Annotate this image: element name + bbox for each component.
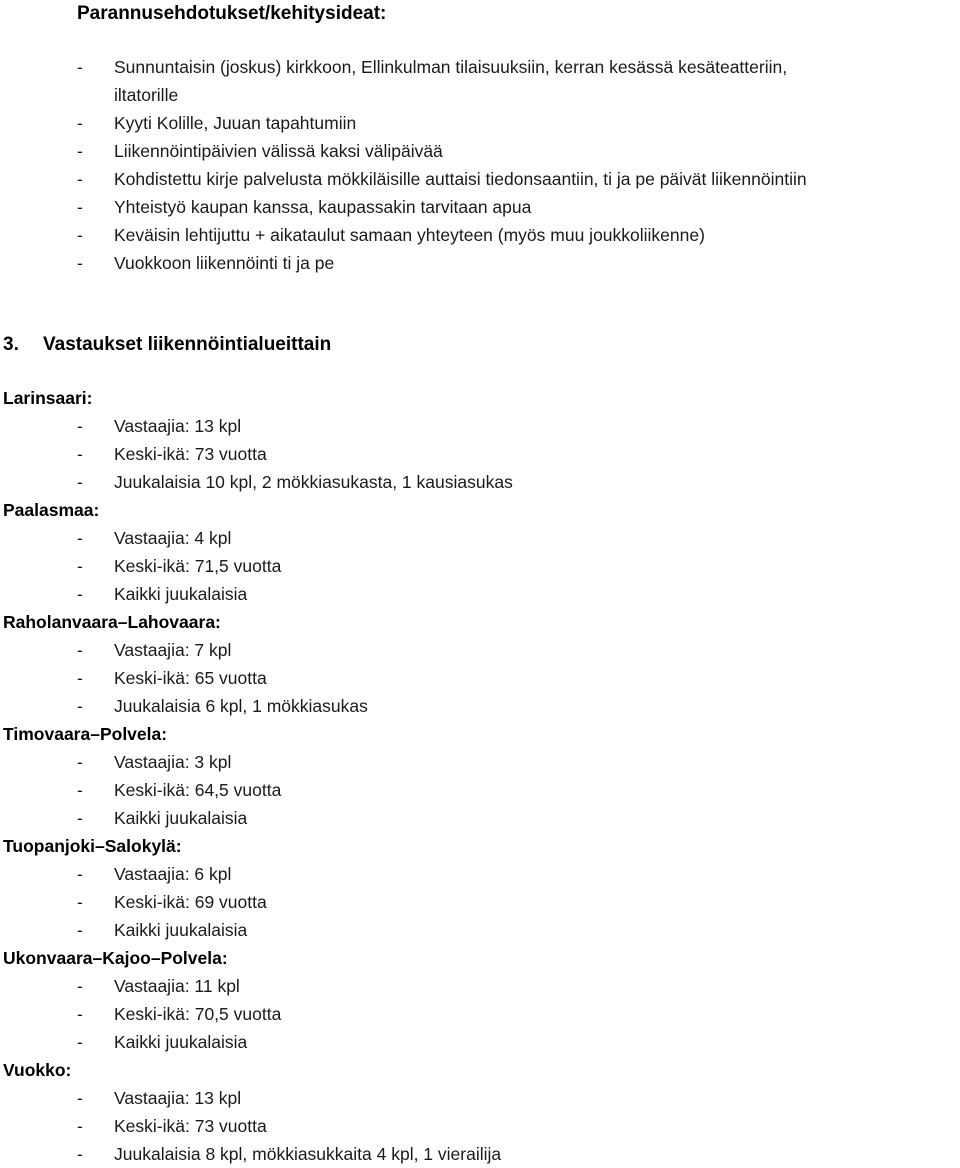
region-list <box>3 412 953 496</box>
list-item: - Yhteistyö kaupan kanssa, kaupassakin tarvitaan apua <box>77 193 807 221</box>
bullet-dash: - <box>77 752 83 772</box>
list-item: - Kaikki juukalaisia <box>77 1028 953 1056</box>
region-list <box>3 972 953 1056</box>
list-item: - Vastaajia: 4 kpl <box>77 524 953 552</box>
bullet-dash: - <box>77 1004 83 1024</box>
list-item: - Vastaajia: 3 kpl <box>77 748 953 776</box>
list-item: - Juukalaisia 10 kpl, 2 mökkiasukasta, 1 kausiasukas <box>77 468 953 496</box>
region-title: Tuopanjoki–Salokylä: <box>3 836 182 856</box>
regions-container <box>3 384 953 1168</box>
region-list <box>3 860 953 944</box>
list-item: - Keski-ikä: 69 vuotta <box>77 888 953 916</box>
bullet-dash: - <box>77 1144 83 1164</box>
list-item: - Kaikki juukalaisia <box>77 580 953 608</box>
list-item: - Keski-ikä: 70,5 vuotta <box>77 1000 953 1028</box>
list-item: - Juukalaisia 6 kpl, 1 mökkiasukas <box>77 692 953 720</box>
region-title: Ukonvaara–Kajoo–Polvela: <box>3 948 228 968</box>
region-block <box>3 384 953 496</box>
bullet-dash: - <box>77 556 83 576</box>
bullet-dash: - <box>77 640 83 660</box>
region-block <box>3 944 953 1056</box>
region-list <box>3 636 953 720</box>
list-item: - Liikennöintipäivien välissä kaksi välipäivää <box>77 137 807 165</box>
bullet-dash: - <box>77 920 83 940</box>
bullet-dash: - <box>77 584 83 604</box>
list-item: - Juukalaisia 8 kpl, mökkiasukkaita 4 kpl, 1 vierailija <box>77 1140 953 1168</box>
bullet-dash: - <box>77 1032 83 1052</box>
list-item: - Vastaajia: 6 kpl <box>77 860 953 888</box>
bullet-dash: - <box>77 416 83 436</box>
list-item: - Vastaajia: 7 kpl <box>77 636 953 664</box>
bullet-dash: - <box>77 253 83 273</box>
improvements-list <box>77 53 807 277</box>
section-title: Vastaukset liikennöintialueittain <box>43 334 332 355</box>
list-item: - Kohdistettu kirje palvelusta mökkiläisille auttaisi tiedonsaantiin, ti ja pe päivät liikennöintiin <box>77 165 807 193</box>
bullet-dash: - <box>77 113 83 133</box>
list-item: - Keski-ikä: 73 vuotta <box>77 440 953 468</box>
list-item: - Keski-ikä: 64,5 vuotta <box>77 776 953 804</box>
bullet-dash: - <box>77 197 83 217</box>
list-item: - Sunnuntaisin (joskus) kirkkoon, Ellinkulman tilaisuuksiin, kerran kesässä kesäteatteriin, <box>77 53 807 81</box>
list-item: - Kyyti Kolille, Juuan tapahtumiin <box>77 109 807 137</box>
bullet-dash: - <box>77 808 83 828</box>
region-title: Vuokko: <box>3 1060 72 1080</box>
region-block <box>3 1056 953 1168</box>
section-heading <box>3 333 331 357</box>
bullet-dash: - <box>77 472 83 492</box>
bullet-dash: - <box>77 57 83 77</box>
list-item: - Vastaajia: 13 kpl <box>77 412 953 440</box>
bullet-dash: - <box>77 1116 83 1136</box>
list-item-continuation: iltatorille <box>114 85 179 105</box>
list-item: - Vastaajia: 13 kpl <box>77 1084 953 1112</box>
bullet-dash: - <box>77 696 83 716</box>
bullet-dash: - <box>77 976 83 996</box>
list-item: - Keski-ikä: 73 vuotta <box>77 1112 953 1140</box>
region-list <box>3 748 953 832</box>
region-title: Larinsaari: <box>3 388 93 408</box>
region-list <box>3 1084 953 1168</box>
list-item: - Kaikki juukalaisia <box>77 916 953 944</box>
bullet-dash: - <box>77 141 83 161</box>
region-title: Paalasmaa: <box>3 500 100 520</box>
bullet-dash: - <box>77 444 83 464</box>
improvements-heading: Parannusehdotukset/kehitysideat: <box>77 3 387 24</box>
list-item: - Keväisin lehtijuttu + aikataulut samaan yhteyteen (myös muu joukkoliikenne) <box>77 221 807 249</box>
list-item: - Keski-ikä: 65 vuotta <box>77 664 953 692</box>
bullet-dash: - <box>77 864 83 884</box>
region-block <box>3 496 953 608</box>
list-item: - Vastaajia: 11 kpl <box>77 972 953 1000</box>
bullet-dash: - <box>77 892 83 912</box>
region-title: Timovaara–Polvela: <box>3 724 168 744</box>
bullet-dash: - <box>77 668 83 688</box>
bullet-dash: - <box>77 528 83 548</box>
list-item: - Vuokkoon liikennöinti ti ja pe <box>77 249 807 277</box>
region-block <box>3 608 953 720</box>
list-item: - Kaikki juukalaisia <box>77 804 953 832</box>
region-title: Raholanvaara–Lahovaara: <box>3 612 221 632</box>
region-block <box>3 832 953 944</box>
list-item: - Keski-ikä: 71,5 vuotta <box>77 552 953 580</box>
region-block <box>3 720 953 832</box>
bullet-dash: - <box>77 169 83 189</box>
bullet-dash: - <box>77 1088 83 1108</box>
bullet-dash: - <box>77 225 83 245</box>
section-number: 3. <box>3 334 19 355</box>
region-list <box>3 524 953 608</box>
bullet-dash: - <box>77 780 83 800</box>
